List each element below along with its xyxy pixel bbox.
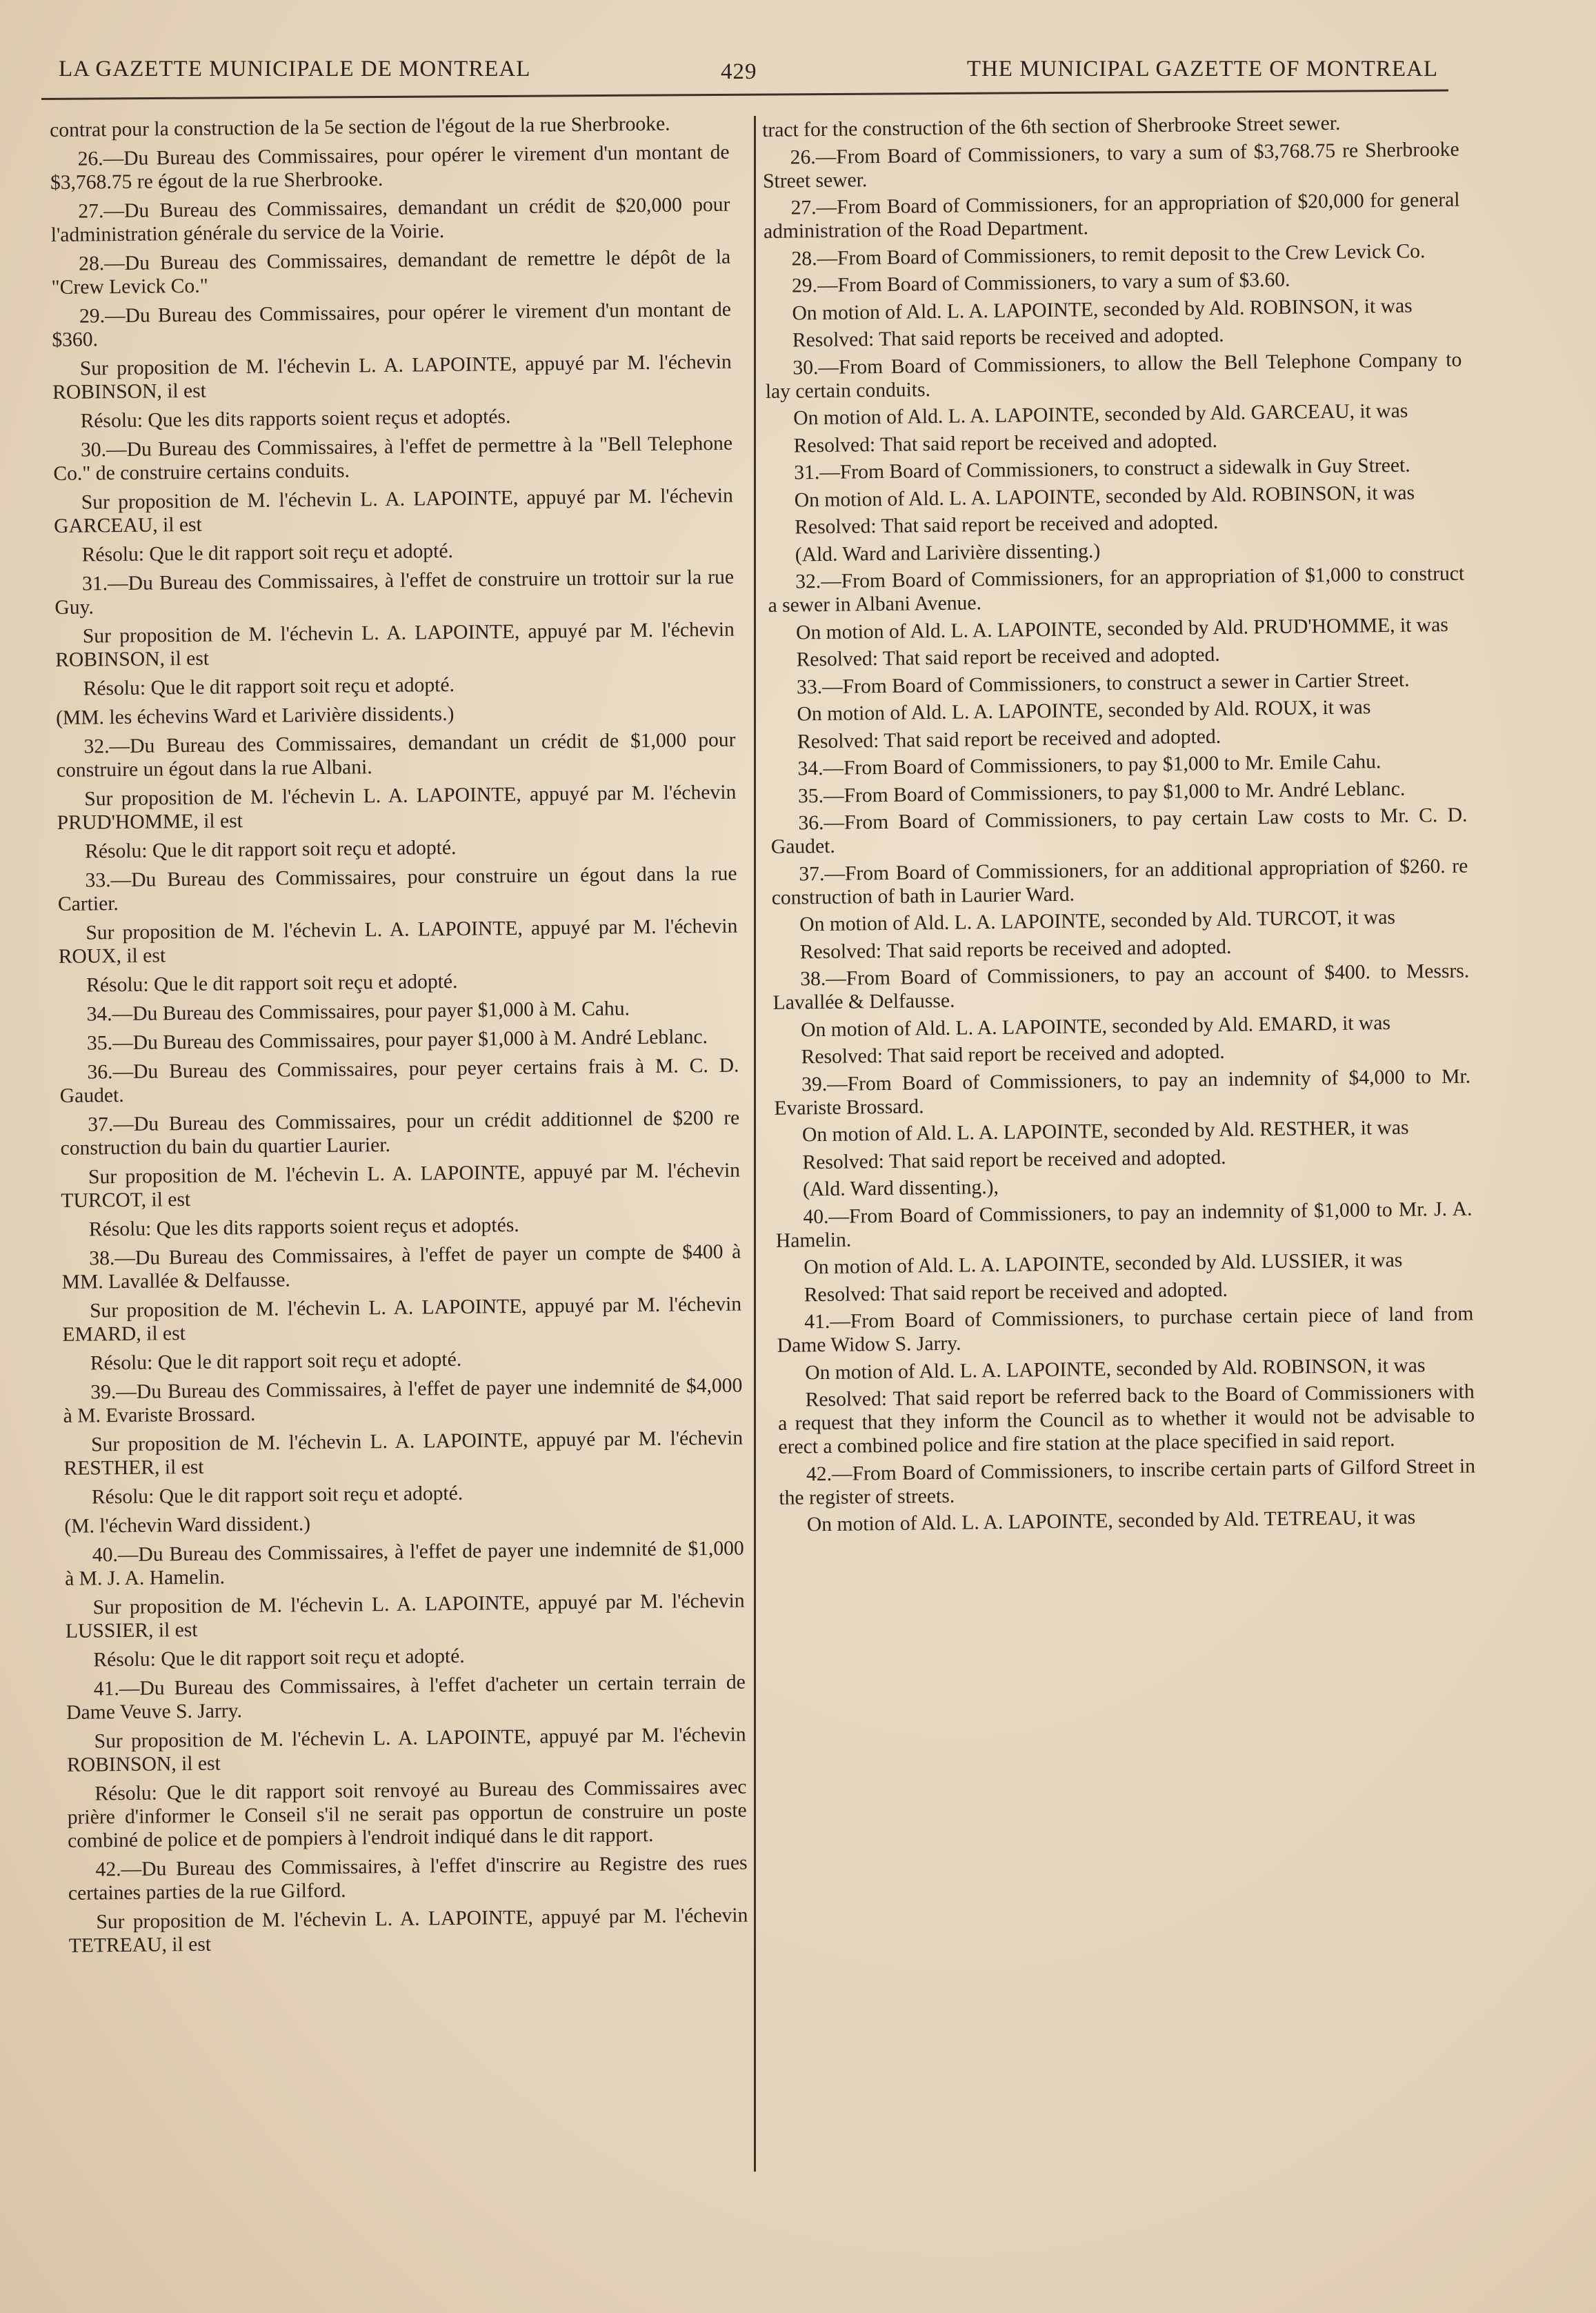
- paragraph: 33.—From Board of Commissioners, to construct a sewer in Cartier Street.: [796, 668, 1410, 698]
- paragraph: 30.—From Board of Commissioners, to allow the Bell Telephone Company to lay certain conduits.: [765, 348, 1462, 403]
- paragraph: Sur proposition de M. l'échevin L. A. LAPOINTE, appuyé par M. l'échevin TURCOT, il est: [61, 1159, 741, 1212]
- paragraph: 29.—From Board of Commissioners, to vary a sum of $3.60.: [791, 268, 1290, 297]
- paragraph: 31.—Du Bureau des Commissaires, à l'effet de construire un trottoir sur la rue Guy.: [54, 566, 735, 619]
- paragraph: 39.—Du Bureau des Commissaires, à l'effet de payer une indemnité de $4,000 à M. Evariste Brossard.: [63, 1374, 743, 1427]
- paragraph: 37.—From Board of Commissioners, for an additional appropriation of $260. re construction of bath in Laurier Ward.: [771, 855, 1468, 909]
- paragraph: 37.—Du Bureau des Commissaires, pour un crédit additionnel de $200 re construction du bain du quartier Laurier.: [60, 1106, 740, 1160]
- paragraph: Sur proposition de M. l'échevin L. A. LAPOINTE, appuyé par M. l'échevin EMARD, il est: [62, 1293, 742, 1346]
- paragraph: Resolved: That said report be received and adopted.: [797, 725, 1221, 753]
- paragraph: 34.—Du Bureau des Commissaires, pour payer $1,000 à M. Cahu.: [86, 997, 630, 1026]
- paragraph: Resolved: That said report be received and adopted.: [793, 429, 1218, 457]
- paragraph: Resolved: That said reports be received and adopted.: [799, 935, 1232, 963]
- paragraph: On motion of Ald. L. A. LAPOINTE, seconded by Ald. GARCEAU, it was: [793, 399, 1408, 430]
- paragraph: Résolu: Que le dit rapport soit reçu et adopté.: [84, 836, 457, 863]
- paragraph: 40.—Du Bureau des Commissaires, à l'effet de payer une indemnité de $1,000 à M. J. A. Hamelin.: [65, 1537, 744, 1590]
- paragraph: 41.—From Board of Commissioners, to purchase certain piece of land from Dame Widow S. Jarry.: [777, 1302, 1474, 1357]
- paragraph: On motion of Ald. L. A. LAPOINTE, seconded by Ald. LUSSIER, it was: [804, 1249, 1403, 1279]
- paragraph: tract for the construction of the 6th section of Sherbrooke Street sewer.: [762, 112, 1341, 141]
- paragraph: On motion of Ald. L. A. LAPOINTE, seconded by Ald. ROBINSON, it was: [794, 481, 1415, 511]
- paragraph: Resolved: That said report be received and adopted.: [801, 1040, 1225, 1069]
- paragraph: Résolu: Que le dit rapport soit reçu et adopté.: [83, 673, 455, 700]
- paragraph: 36.—From Board of Commissioners, to pay certain Law costs to Mr. C. D. Gaudet.: [770, 804, 1468, 858]
- paragraph: On motion of Ald. L. A. LAPOINTE, seconded by Ald. EMARD, it was: [800, 1011, 1391, 1041]
- paragraph: Resolved: That said reports be received and adopted.: [792, 324, 1224, 352]
- paragraph: Sur proposition de M. l'échevin L. A. LAPOINTE, appuyé par M. l'échevin RESTHER, il est: [63, 1427, 744, 1480]
- paragraph: 33.—Du Bureau des Commissaires, pour construire un égout dans la rue Cartier.: [57, 862, 737, 915]
- paragraph: Résolu: Que le dit rapport soit reçu et adopté.: [86, 970, 458, 997]
- header-french-title: LA GAZETTE MUNICIPALE DE MONTREAL: [59, 57, 531, 81]
- column-divider: [754, 116, 756, 2172]
- header-english-title: THE MUNICIPAL GAZETTE OF MONTREAL: [966, 57, 1438, 81]
- paragraph: Résolu: Que le dit rapport soit reçu et adopté.: [91, 1482, 463, 1509]
- paragraph: Resolved: That said report be received and adopted.: [795, 510, 1219, 539]
- paragraph: 38.—From Board of Commissioners, to pay an account of $400. to Messrs. Lavallée & Delfausse.: [772, 960, 1470, 1014]
- paragraph: Sur proposition de M. l'échevin L. A. LAPOINTE, appuyé par M. l'échevin GARCEAU, il est: [54, 484, 733, 537]
- paragraph: contrat pour la construction de la 5e section de l'égout de la rue Sherbrooke.: [50, 112, 670, 141]
- paragraph: 26.—From Board of Commissioners, to vary a sum of $3,768.75 re Sherbrooke Street sewer.: [762, 138, 1459, 192]
- paragraph: 34.—From Board of Commissioners, to pay $1,000 to Mr. Emile Cahu.: [797, 751, 1381, 780]
- paragraph: 38.—Du Bureau des Commissaires, à l'effet de payer un compte de $400 à MM. Lavallée & Delfausse.: [61, 1240, 741, 1293]
- paragraph: Sur proposition de M. l'échevin L. A. LAPOINTE, appuyé par M. l'échevin TETREAU, il est: [68, 1904, 748, 1957]
- paragraph: Sur proposition de M. l'échevin L. A. LAPOINTE, appuyé par M. l'échevin LUSSIER, il est: [65, 1589, 745, 1642]
- paragraph: Resolved: That said report be referred back to the Board of Commissioners with a request that they inform the Council as to whether it would not be advisable to erect a combined police and fire station at the place specified in said report.: [777, 1380, 1475, 1458]
- paragraph: 32.—Du Bureau des Commissaires, demandant un crédit de $1,000 pour construire un égout dans la rue Albani.: [56, 728, 736, 782]
- paragraph: On motion of Ald. L. A. LAPOINTE, seconded by Ald. TURCOT, it was: [799, 906, 1396, 936]
- paragraph: (Ald. Ward and Larivière dissenting.): [795, 539, 1101, 566]
- paragraph: 35.—From Board of Commissioners, to pay $1,000 to Mr. André Leblanc.: [797, 777, 1406, 807]
- french-column: [50, 112, 748, 1963]
- paragraph: On motion of Ald. L. A. LAPOINTE, seconded by Ald. ROUX, it was: [797, 696, 1371, 726]
- paragraph: Resolved: That said report be received and adopted.: [804, 1278, 1228, 1306]
- paragraph: Résolu: Que le dit rapport soit reçu et adopté.: [93, 1645, 465, 1671]
- paragraph: 42.—From Board of Commissioners, to inscribe certain parts of Gilford Street in the register of streets.: [779, 1455, 1476, 1509]
- paragraph: 42.—Du Bureau des Commissaires, à l'effet d'inscrire au Registre des rues certaines parties de la rue Gilford.: [68, 1852, 748, 1905]
- paragraph: 30.—Du Bureau des Commissaires, à l'effet de permettre à la "Bell Telephone Co." de construire certains conduits.: [53, 432, 733, 485]
- page-number: 429: [721, 59, 757, 84]
- paragraph: 36.—Du Bureau des Commissaires, pour peyer certains frais à M. C. D. Gaudet.: [59, 1054, 739, 1107]
- paragraph: On motion of Ald. L. A. LAPOINTE, seconded by Ald. RESTHER, it was: [801, 1116, 1409, 1146]
- paragraph: 41.—Du Bureau des Commissaires, à l'effet d'acheter un certain terrain de Dame Veuve S. Jarry.: [66, 1671, 746, 1724]
- paragraph: Resolved: That said report be received and adopted.: [796, 643, 1220, 671]
- paragraph: 27.—From Board of Commissioners, for an appropriation of $20,000 for general administration of the Road Department.: [763, 188, 1460, 243]
- paragraph: Sur proposition de M. l'échevin L. A. LAPOINTE, appuyé par M. l'échevin ROBINSON, il est: [52, 350, 732, 404]
- paragraph: Sur proposition de M. l'échevin L. A. LAPOINTE, appuyé par M. l'échevin PRUD'HOMME, il est: [57, 781, 737, 834]
- paragraph: 29.—Du Bureau des Commissaires, pour opérer le virement d'un montant de $360.: [52, 298, 732, 351]
- paragraph: On motion of Ald. L. A. LAPOINTE, seconded by Ald. ROBINSON, it was: [805, 1353, 1426, 1384]
- paragraph: Résolu: Que le dit rapport soit reçu et adopté.: [90, 1348, 462, 1375]
- paragraph: Résolu: Que les dits rapports soient reçus et adoptés.: [88, 1213, 519, 1241]
- paragraph: Résolu: Que le dit rapport soit reçu et adopté.: [81, 539, 454, 566]
- paragraph: Sur proposition de M. l'échevin L. A. LAPOINTE, appuyé par M. l'échevin ROUX, il est: [58, 915, 738, 968]
- paragraph: 26.—Du Bureau des Commissaires, pour opérer le virement d'un montant de $3,768.75 re égout de la rue Sherbrooke.: [50, 141, 730, 194]
- paragraph: (Ald. Ward dissenting.),: [802, 1175, 999, 1201]
- paragraph: Résolu: Que les dits rapports soient reçus et adoptés.: [80, 406, 511, 433]
- paragraph: On motion of Ald. L. A. LAPOINTE, seconded by Ald. PRUD'HOMME, it was: [795, 613, 1448, 644]
- paragraph: On motion of Ald. L. A. LAPOINTE, seconded by Ald. ROBINSON, it was: [792, 295, 1413, 324]
- paragraph: 39.—From Board of Commissioners, to pay an indemnity of $4,000 to Mr. Evariste Brossard.: [774, 1065, 1471, 1120]
- paragraph: Sur proposition de M. l'échevin L. A. LAPOINTE, appuyé par M. l'échevin ROBINSON, il est: [66, 1723, 746, 1776]
- paragraph: 27.—Du Bureau des Commissaires, demandant un crédit de $20,000 pour l'administration générale du service de la Voirie.: [50, 193, 730, 246]
- paragraph: 31.—From Board of Commissioners, to construct a sidewalk in Guy Street.: [794, 454, 1410, 484]
- paragraph: Resolved: That said report be received and adopted.: [802, 1146, 1226, 1173]
- paragraph: Résolu: Que le dit rapport soit renvoyé au Bureau des Commissaires avec prière d'informer le Conseil s'il ne serait pas opportun de construire un poste combiné de police et de pompiers à l'endroit indiqué dans le dit rapport.: [67, 1776, 747, 1852]
- paragraph: (M. l'échevin Ward dissident.): [64, 1513, 311, 1538]
- paragraph: 28.—Du Bureau des Commissaires, demandant de remettre le dépôt de la "Crew Levick Co.": [51, 246, 731, 299]
- paragraph: 35.—Du Bureau des Commissaires, pour payer $1,000 à M. André Leblanc.: [86, 1026, 708, 1055]
- paragraph: Sur proposition de M. l'échevin L. A. LAPOINTE, appuyé par M. l'échevin ROBINSON, il est: [55, 618, 735, 671]
- english-column: [762, 110, 1476, 1541]
- paragraph: 28.—From Board of Commissioners, to remit deposit to the Crew Levick Co.: [791, 239, 1426, 270]
- paragraph: (MM. les échevins Ward et Larivière dissidents.): [55, 702, 455, 729]
- paragraph: On motion of Ald. L. A. LAPOINTE, seconded by Ald. TETREAU, it was: [806, 1506, 1416, 1536]
- paragraph: 32.—From Board of Commissioners, for an appropriation of $1,000 to construct a sewer in Albani Avenue.: [768, 562, 1465, 617]
- paragraph: 40.—From Board of Commissioners, to pay an indemnity of $1,000 to Mr. J. A. Hamelin.: [775, 1198, 1473, 1252]
